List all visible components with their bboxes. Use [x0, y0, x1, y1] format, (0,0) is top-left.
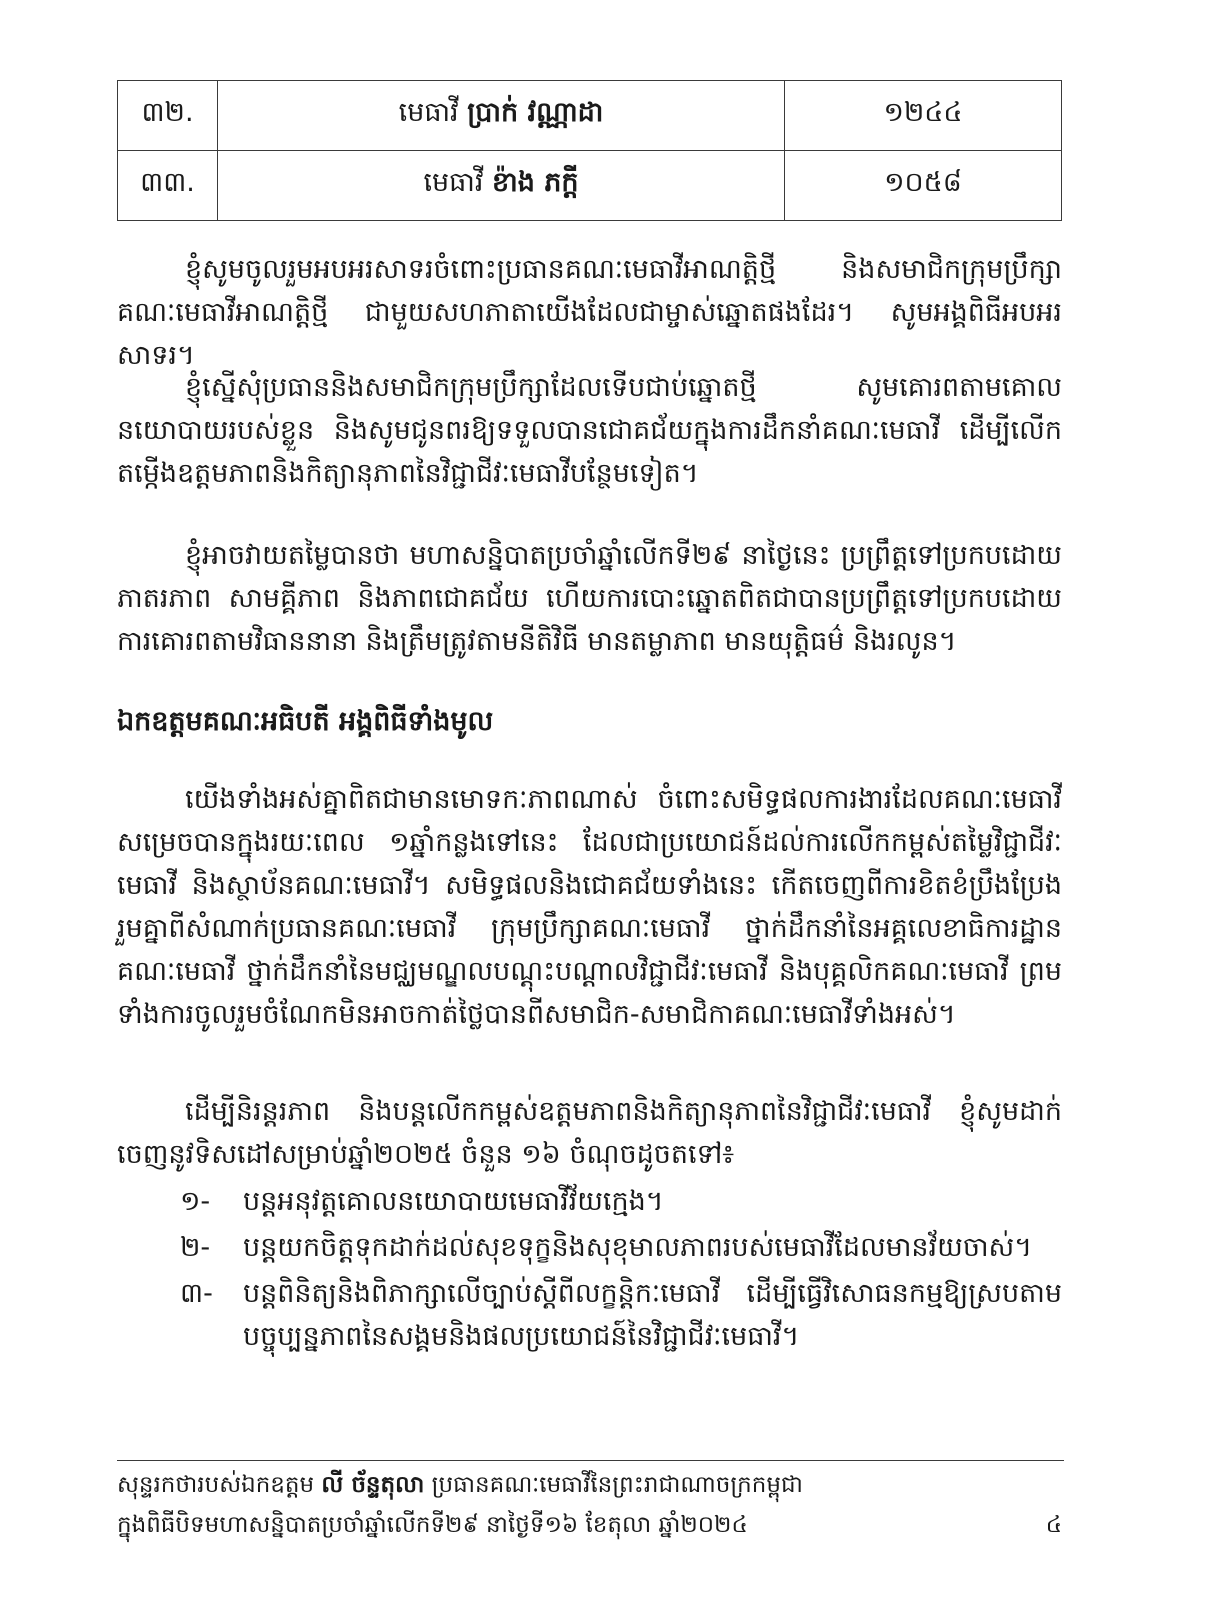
- paragraph-directions-intro: ដើម្បីនិរន្តរភាព និងបន្តលើកកម្ពស់ឧត្តមភាពនិងកិត្យានុភាពនៃវិជ្ជាជីវៈមេធាវី ខ្ញុំសូមដាក់ចេញនូវទិសដៅសម្រាប់ឆ្នាំ២០២៥ ចំនួន ១៦ ចំណុចដូចតទៅ៖: [117, 1096, 1062, 1170]
- footer-prefix: សុន្ទរកថារបស់ឯកឧត្តម: [117, 1472, 315, 1498]
- footer-event: ក្នុងពិធីបិទមហាសន្និបាតប្រចាំឆ្នាំលើកទី២៩ នាថ្ងៃទី១៦ ខែតុលា ឆ្នាំ២០២៤: [117, 1512, 748, 1538]
- footer-speaker-role: ប្រធានគណៈមេធាវីនៃព្រះរាជាណាចក្រកម្ពុជា: [431, 1472, 803, 1498]
- lawyer-name-cell: [218, 81, 785, 151]
- section-heading: ឯកឧត្តមគណៈអធិបតី អង្គពិធីទាំងមូល: [117, 706, 494, 737]
- directions-list: [180, 1180, 1062, 1361]
- lawyer-name-cell: [218, 151, 785, 221]
- footer-divider: [117, 1460, 1064, 1461]
- lawyer-name: ខ៉ាង ភក្តី: [492, 167, 579, 198]
- lawyer-title: មេធាវី: [423, 167, 484, 198]
- paragraph-congratulations: ខ្ញុំសូមចូលរួមអបអរសាទរចំពោះប្រធានគណៈមេធាវីអាណត្តិថ្មី និងសមាជិកក្រុមប្រឹក្សាគណៈមេធាវីអាណត្តិថ្មី ជាមួយសហភាតាយើងដែលជាម្ចាស់ឆ្នោតផងដែរ។ សូមអង្គពិធីអបអរសាទរ។: [117, 254, 1062, 371]
- paragraph-assessment: ខ្ញុំអាចវាយតម្លៃបានថា មហាសន្និបាតប្រចាំឆ្នាំលើកទី២៩ នាថ្ងៃនេះ ប្រព្រឹត្តទៅប្រកបដោយភាតរភាព សាមគ្គីភាព និងភាពជោគជ័យ ហើយការបោះឆ្នោតពិតជាបានប្រព្រឹត្តទៅប្រកបដោយការគោរពតាមវិធាននានា និងត្រឹមត្រូវតាមនីតិវិធី មានតម្លាភាព មានយុត្តិធម៌ និងរលូន។: [117, 540, 1062, 657]
- table-row: [118, 81, 1062, 151]
- list-marker: ២-: [180, 1232, 211, 1263]
- list-text: បន្តអនុវត្តគោលនយោបាយមេធាវីវ័យក្មេង។: [243, 1186, 664, 1217]
- list-marker: ៣-: [180, 1278, 213, 1309]
- list-marker: ១-: [180, 1186, 211, 1217]
- lawyer-id: ១០៥៨: [785, 151, 1062, 221]
- list-text: បន្តយកចិត្តទុកដាក់ដល់សុខទុក្ខនិងសុខុមាលភាពរបស់មេធាវីដែលមានវ័យចាស់។: [243, 1232, 1033, 1263]
- paragraph-achievements: យើងទាំងអស់គ្នាពិតជាមានមោទកៈភាពណាស់ ចំពោះសមិទ្ធផលការងារដែលគណៈមេធាវីសម្រេចបានក្នុងរយៈពេល ១ឆ្នាំកន្លងទៅនេះ ដែលជាប្រយោជន៍ដល់ការលើកកម្ពស់តម្លៃវិជ្ជាជីវៈមេធាវី និងស្ថាប័នគណៈមេធាវី។ សមិទ្ធផលនិងជោគជ័យទាំងនេះ កើតចេញពីការខិតខំប្រឹងប្រែងរួមគ្នាពីសំណាក់ប្រធានគណៈមេធាវី ក្រុមប្រឹក្សាគណៈមេធាវី ថ្នាក់ដឹកនាំនៃអគ្គលេខាធិការដ្ឋានគណៈមេធាវី ថ្នាក់ដឹកនាំនៃមជ្ឈមណ្ឌលបណ្តុះបណ្តាលវិជ្ជាជីវៈមេធាវី និងបុគ្គលិកគណៈមេធាវី ព្រមទាំងការចូលរួមចំណែកមិនអាចកាត់ថ្លៃបានពីសមាជិក-សមាជិកាគណៈមេធាវីទាំងអស់។: [117, 784, 1062, 1030]
- lawyer-name: ប្រាក់ វណ្ណាដា: [467, 97, 604, 128]
- list-text: បន្តពិនិត្យនិងពិភាក្សាលើច្បាប់ស្តីពីលក្ខន្តិកៈមេធាវី ដើម្បីធ្វើវិសោធនកម្មឱ្យស្របតាមបច្ចុប្បន្នភាពនៃសង្គមនិងផលប្រយោជន៍នៃវិជ្ជាជីវៈមេធាវី។: [243, 1278, 1062, 1352]
- lawyer-id: ១២៤៤: [785, 81, 1062, 151]
- lawyer-title: មេធាវី: [398, 97, 459, 128]
- table-row: [118, 151, 1062, 221]
- paragraph-request: ខ្ញុំស្នើសុំប្រធាននិងសមាជិកក្រុមប្រឹក្សាដែលទើបជាប់ឆ្នោតថ្មី សូមគោរពតាមគោលនយោបាយរបស់ខ្លួន និងសូមជូនពរឱ្យទទួលបានជោគជ័យក្នុងការដឹកនាំគណៈមេធាវី ដើម្បីលើកតម្កើងឧត្តមភាពនិងកិត្យានុភាពនៃវិជ្ជាជីវៈមេធាវីបន្ថែមទៀត។: [117, 372, 1062, 489]
- list-item: [180, 1180, 1062, 1223]
- row-number: ៣៣.: [118, 151, 218, 221]
- page-number: ៤: [1045, 1512, 1062, 1538]
- footer-speaker-name: លី ច័ន្ទតុលា: [321, 1472, 425, 1498]
- row-number: ៣២.: [118, 81, 218, 151]
- footer-speech-title: [117, 1468, 803, 1502]
- list-item: [180, 1272, 1062, 1358]
- lawyer-table: [117, 80, 1062, 221]
- list-item: [180, 1226, 1062, 1269]
